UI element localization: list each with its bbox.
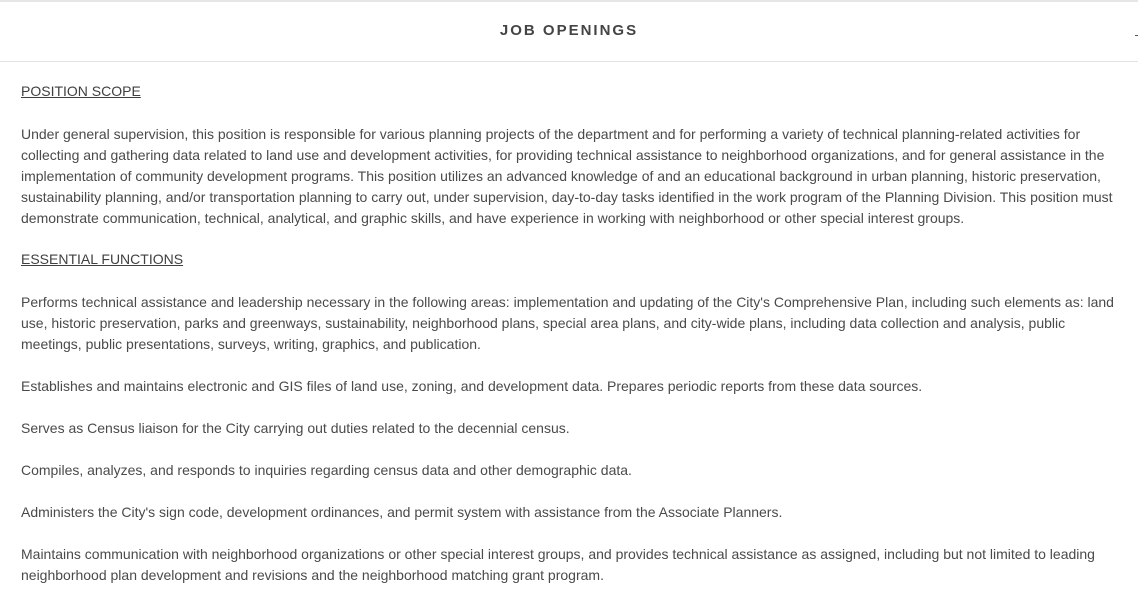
essential-function-item: Maintains communication with neighborhood organizations or other special interest groups, and provides technical assistance as assigned, including but not limited to leading neighborhood plan development and revisions and the neighborhood matching grant program. (21, 546, 1095, 583)
page-title: JOB OPENINGS (499, 22, 639, 39)
essential-function-item: Serves as Census liaison for the City carrying out duties related to the decennial census. (21, 420, 570, 436)
position-scope-paragraph: Under general supervision, this position is responsible for various planning projects of the department and for performing a variety of technical planning-related activities for collecting and gathering data related to land use and development activities, for providing technical assistance to neighborhood organizations, and for general assistance in the implementation of community development programs. This position utilizes an advanced knowledge of and an educational background in urban planning, historic preservation, sustainability planning, and/or transportation planning to carry out, under supervision, day-to-day tasks identified in the work program of the Planning Division. This position must demonstrate communication, technical, analytical, and graphic skills, and have experience in working with neighborhood or other special interest groups. (21, 126, 1113, 226)
essential-function-item: Performs technical assistance and leadership necessary in the following areas: implementation and updating of the City's Comprehensive Plan, including such elements as: land use, historic preservation, parks and greenways, sustainability, neighborhood plans, special area plans, and city-wide plans, including data collection and analysis, public meetings, public presentations, surveys, writing, graphics, and publication. (21, 294, 1114, 352)
section-heading-position-scope: POSITION SCOPE (21, 83, 141, 99)
accordion-header[interactable] (0, 2, 1138, 62)
job-description-content (21, 82, 1121, 607)
essential-function-item: Compiles, analyzes, and responds to inquiries regarding census data and other demographic data. (21, 462, 632, 478)
essential-function-item: Establishes and maintains electronic and GIS files of land use, zoning, and development data. Prepares periodic reports from these data sources. (21, 378, 923, 394)
essential-function-item: Administers the City's sign code, development ordinances, and permit system with assistance from the Associate Planners. (21, 504, 783, 520)
section-heading-essential-functions: ESSENTIAL FUNCTIONS (21, 251, 184, 267)
